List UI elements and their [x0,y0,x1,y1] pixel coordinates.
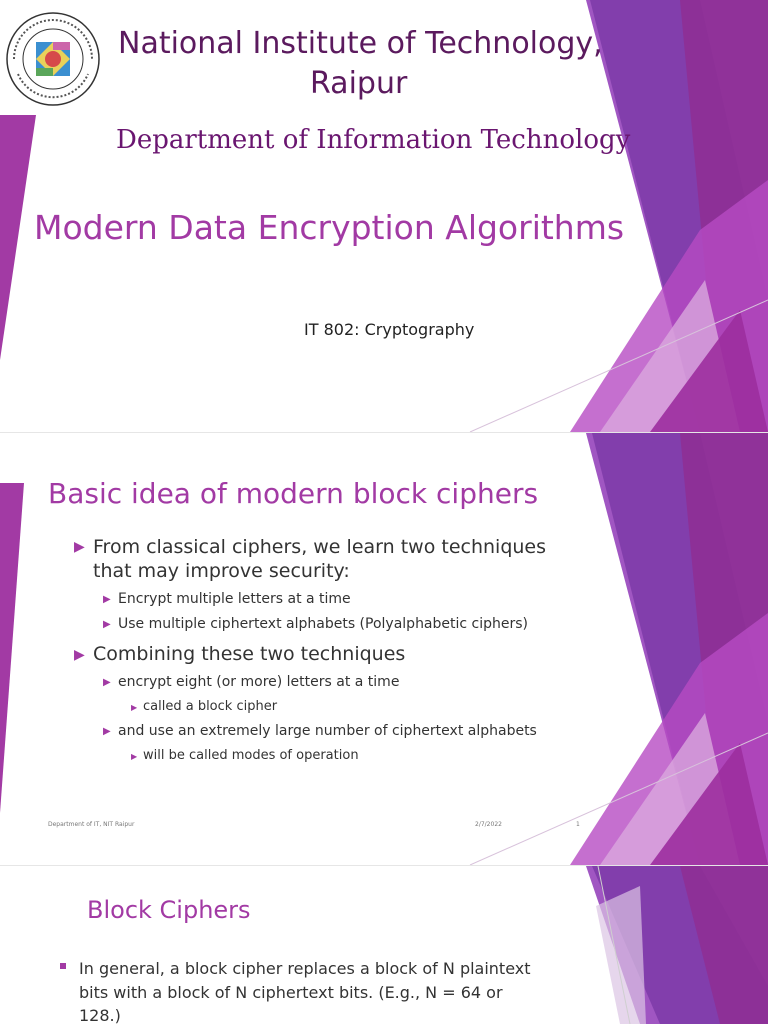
bullet-text: that may improve security: [93,560,350,582]
department-name: Department of Information Technology [116,125,631,155]
bullet-text: Combining these two techniques [93,643,406,665]
triangle-bullet-icon: ▶ [131,752,138,761]
triangle-bullet-icon: ▶ [103,677,111,688]
bullet-text: In general, a block cipher replaces a block of N plaintext [79,959,531,978]
slide-1 [0,0,768,432]
bullet-text: From classical ciphers, we learn two techniques [93,536,547,558]
triangle-bullet-icon: ▶ [103,619,111,630]
slide-2 [0,433,768,865]
triangle-bullet-icon: ▶ [74,647,85,663]
footer-left: Department of IT, NIT Raipur [48,821,135,828]
bullet-text: 128.) [79,1006,121,1024]
course-subtitle: IT 802: Cryptography [304,320,475,339]
slide-title: Modern Data Encryption Algorithms [34,208,625,247]
bullet-text: encrypt eight (or more) letters at a time [118,674,400,690]
footer-page-number: 1 [576,821,580,828]
institute-name-line2: Raipur [310,66,408,101]
bullet-text: and use an extremely large number of ciphertext alphabets [118,723,537,739]
slide-title: Basic idea of modern block ciphers [48,477,539,510]
triangle-bullet-icon: ▶ [103,726,111,737]
triangle-bullet-icon: ▶ [103,594,111,605]
triangle-bullet-icon: ▶ [131,703,138,712]
bullet-text: Encrypt multiple letters at a time [118,591,351,607]
bullet-text: called a block cipher [143,699,278,714]
triangle-bullet-icon: ▶ [74,539,85,555]
institute-name-line1: National Institute of Technology, [118,26,603,61]
nit-raipur-logo [4,2,102,116]
bullet-text: will be called modes of operation [143,748,359,763]
bullet-text: bits with a block of N ciphertext bits. (E.g., N = 64 or [79,983,503,1002]
bullet-text: Use multiple ciphertext alphabets (Polyalphabetic ciphers) [118,616,529,632]
footer-date: 2/7/2022 [475,821,502,828]
slide-title: Block Ciphers [87,896,251,924]
slide-3 [0,866,768,1024]
square-bullet-icon [60,963,66,969]
